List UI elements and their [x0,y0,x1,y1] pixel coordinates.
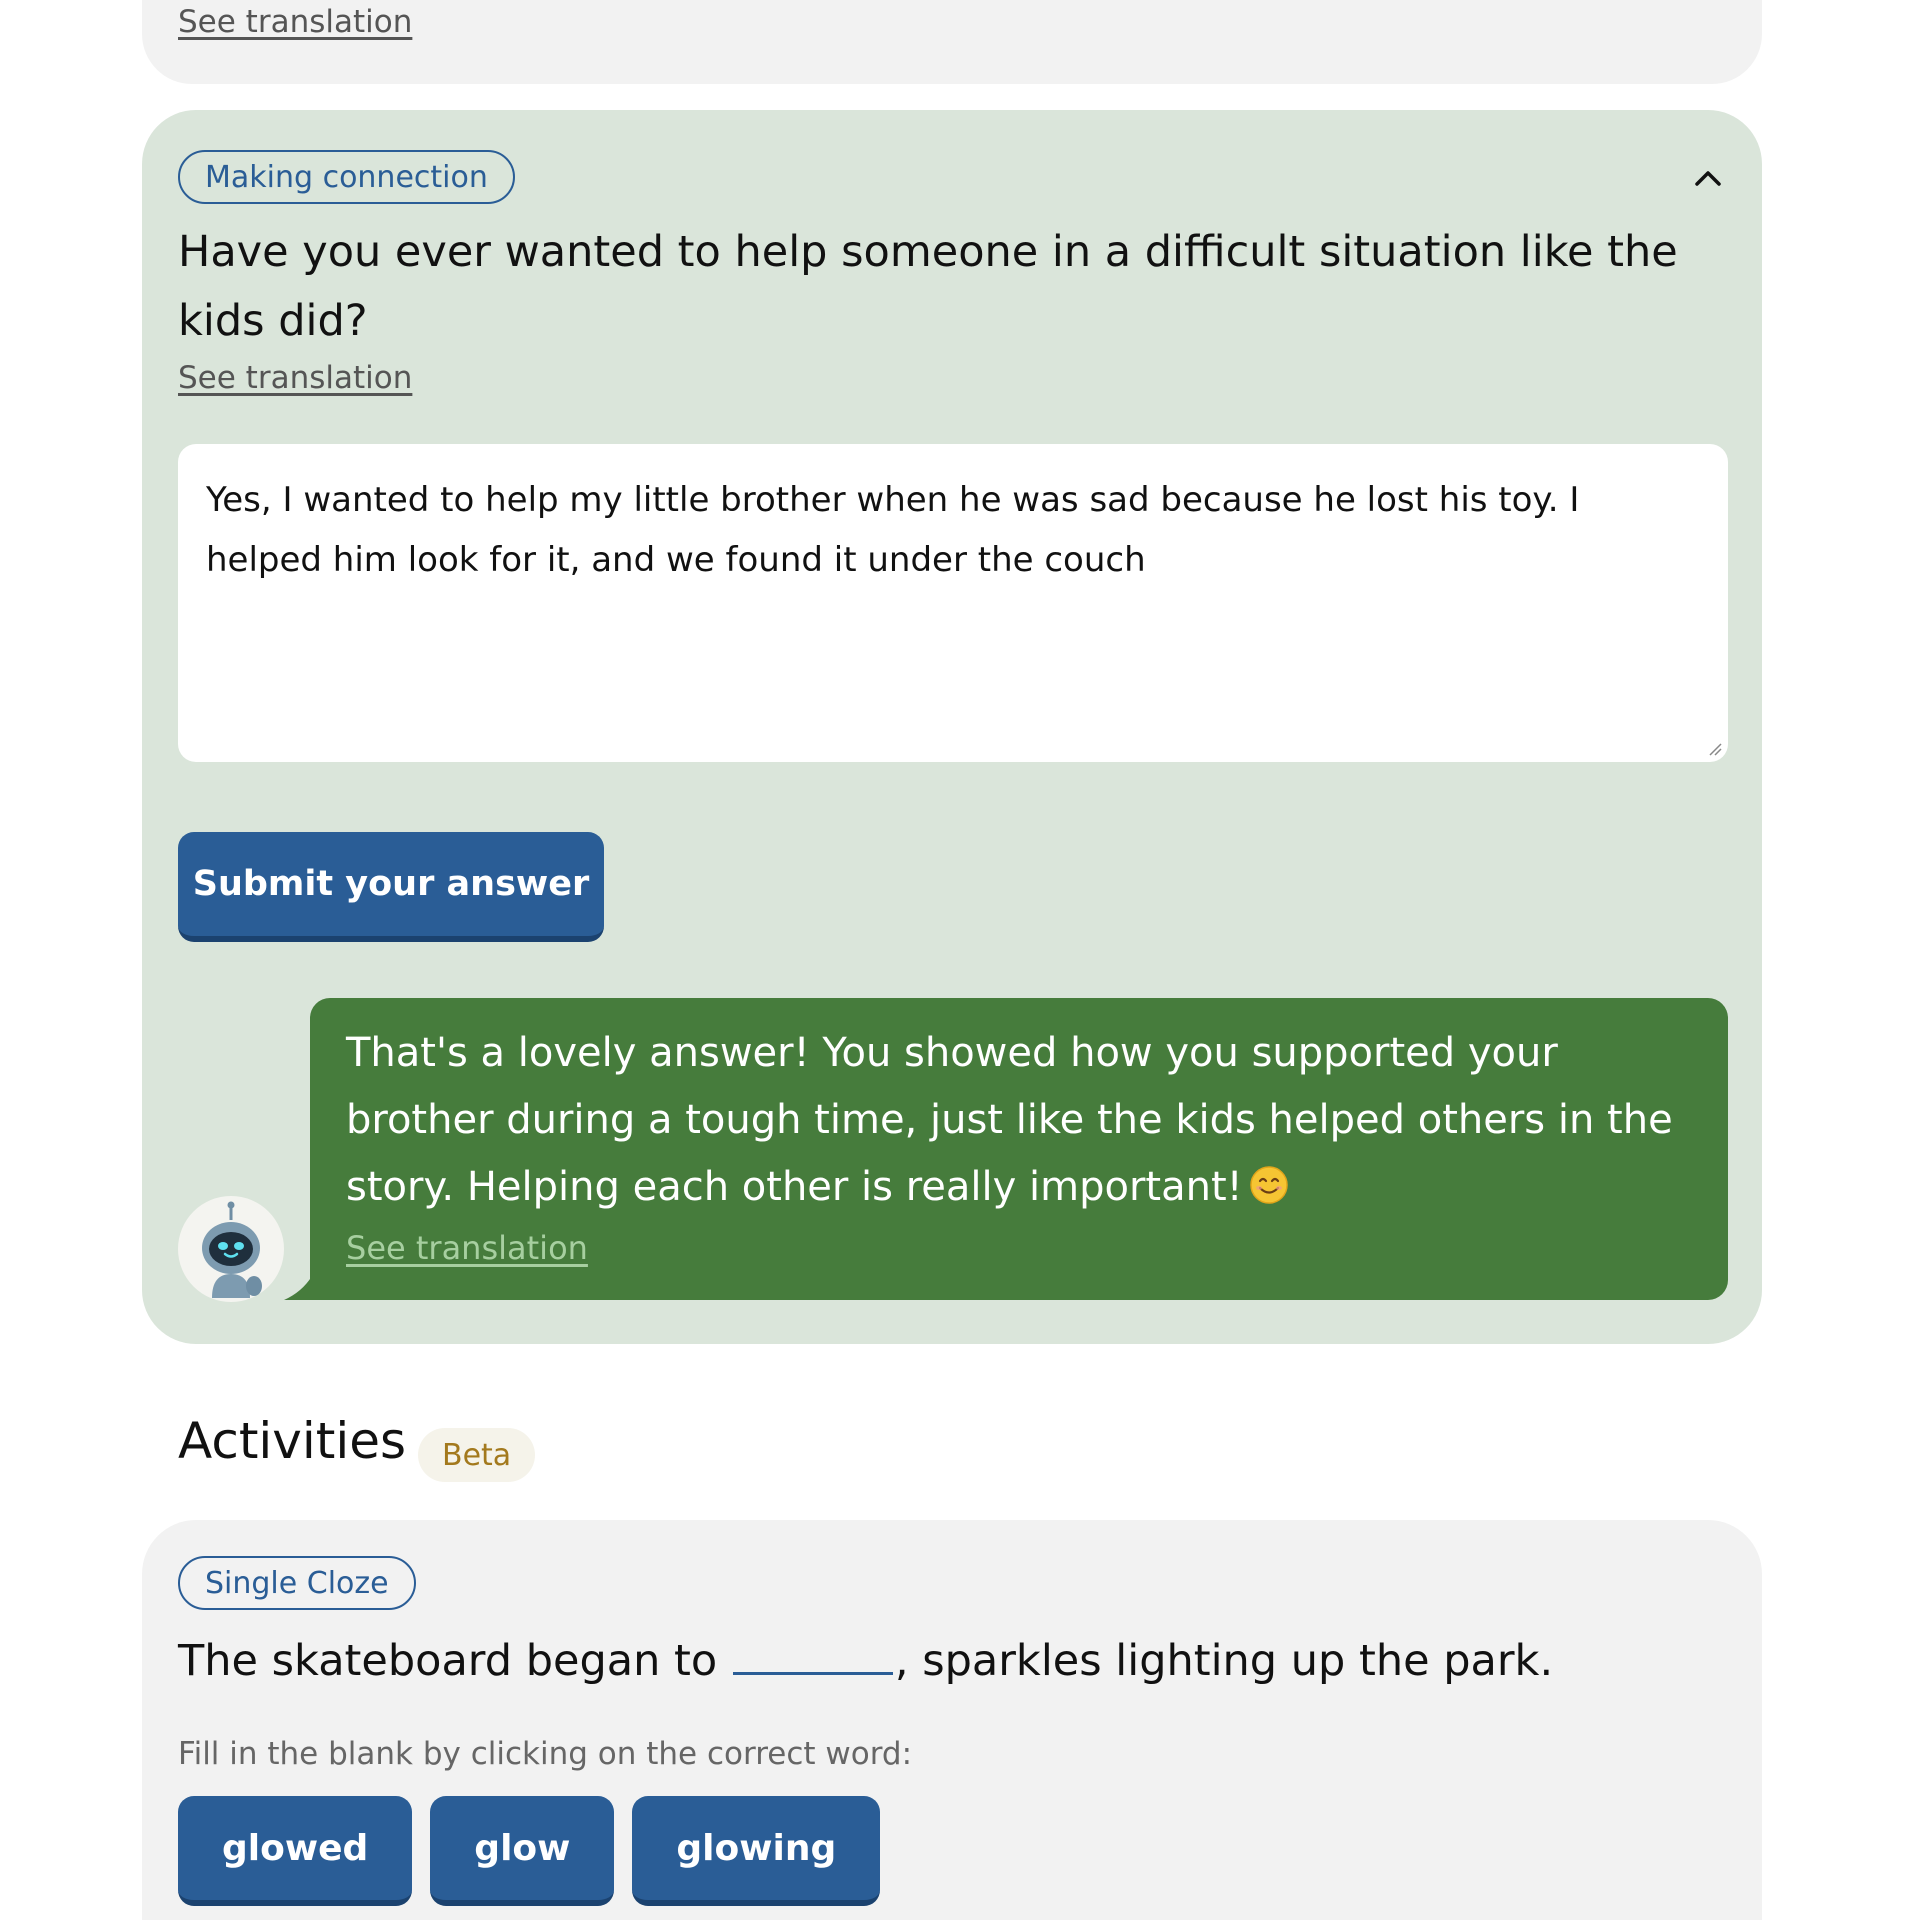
feedback-see-translation-link[interactable]: See translation [346,1229,588,1267]
making-connection-card [142,110,1762,1344]
option-glow-button[interactable]: glow [430,1796,614,1906]
cloze-sentence-after: , sparkles lighting up the park. [894,1636,1554,1686]
chevron-up-icon[interactable] [1688,158,1728,198]
answer-textarea[interactable] [178,444,1728,762]
cloze-options [178,1796,880,1906]
feedback-text: That's a lovely answer! You showed how you supported your brother during a tough time, just like the kids helped others in the story. Helping each other is really important! [346,1030,1673,1210]
cloze-blank[interactable] [733,1639,893,1675]
question-text: Have you ever wanted to help someone in a difficult situation like the kids did? [178,227,1678,346]
activities-heading: Activities [178,1412,407,1470]
feedback-bubble [310,998,1728,1300]
cloze-sentence-before: The skateboard began to [178,1636,731,1686]
cloze-sentence [178,1636,1553,1686]
beta-badge: Beta [418,1428,535,1482]
bubble-tail [284,1276,312,1300]
cloze-instruction: Fill in the blank by clicking on the correct word: [178,1736,913,1772]
robot-avatar-icon [178,1196,284,1302]
previous-question-card [142,0,1762,84]
resize-grip-icon[interactable] [1706,740,1722,756]
feedback-message [346,1020,1692,1221]
see-translation-link[interactable]: See translation [178,4,413,40]
answer-text: Yes, I wanted to help my little brother when he was sad because he lost his toy. I helped him look for it, and we found it under the couch [206,480,1580,580]
question-see-translation-link[interactable]: See translation [178,360,413,396]
option-glowed-button[interactable]: glowed [178,1796,412,1906]
making-connection-tag: Making connection [178,150,515,204]
smiling-face-icon [1249,1165,1289,1205]
option-glowing-button[interactable]: glowing [632,1796,880,1906]
submit-answer-button[interactable]: Submit your answer [178,832,604,942]
single-cloze-card [142,1520,1762,1920]
single-cloze-tag: Single Cloze [178,1556,416,1610]
